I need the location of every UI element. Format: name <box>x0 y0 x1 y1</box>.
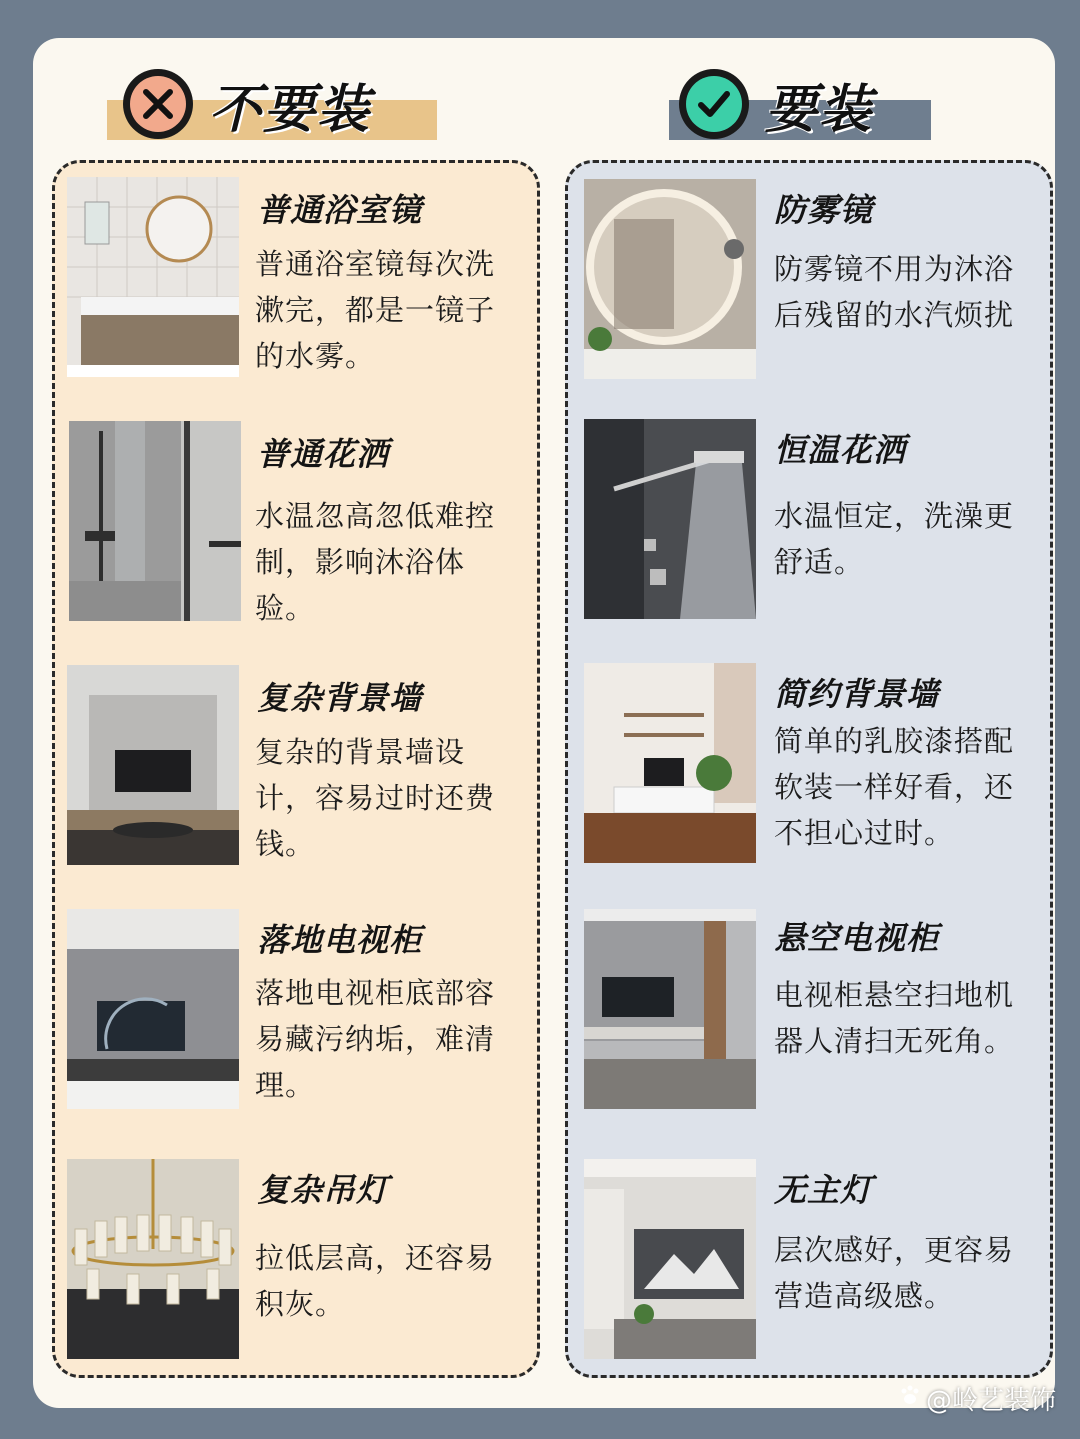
item-title: 无主灯 <box>774 1171 874 1209</box>
check-circle-icon <box>679 69 749 139</box>
item-title: 复杂吊灯 <box>257 1171 390 1209</box>
good-header-title: 要装 <box>765 79 874 140</box>
chandelier-photo <box>67 1159 239 1359</box>
bad-header-title: 不要装 <box>209 79 372 140</box>
bathroom-mirror-photo <box>67 177 239 377</box>
paw-icon <box>898 1383 922 1414</box>
x-circle-icon <box>123 69 193 139</box>
watermark <box>898 1380 1056 1417</box>
item-desc: 层次感好，更容易营造高级感。 <box>774 1233 1015 1313</box>
shower-photo <box>69 421 241 621</box>
item-title: 悬空电视柜 <box>774 919 940 957</box>
item-desc: 落地电视柜底部容易藏污纳垢，难清理。 <box>255 976 496 1102</box>
good-panel <box>565 160 1053 1378</box>
item-title: 防雾镜 <box>774 191 874 229</box>
item-title: 普通浴室镜 <box>257 191 423 229</box>
item-title: 恒温花洒 <box>774 431 907 469</box>
item-desc: 普通浴室镜每次洗漱完，都是一镜子的水雾。 <box>255 247 496 373</box>
item-desc: 简单的乳胶漆搭配软装一样好看，还不担心过时。 <box>774 724 1015 850</box>
item-title: 简约背景墙 <box>774 675 940 713</box>
item-desc: 防雾镜不用为沐浴后残留的水汽烦扰 <box>774 252 1015 332</box>
item-desc: 电视柜悬空扫地机器人清扫无死角。 <box>774 978 1015 1058</box>
watermark-text: @岭艺装饰 <box>925 1386 1056 1416</box>
item-title: 普通花洒 <box>257 435 390 473</box>
thermostatic-shower-photo <box>584 419 756 619</box>
item-desc: 拉低层高，还容易积灰。 <box>255 1241 496 1321</box>
main-card <box>33 38 1055 1408</box>
bad-panel <box>52 160 540 1378</box>
simple-tv-wall-photo <box>584 663 756 863</box>
bad-header <box>123 62 468 146</box>
no-main-light-photo <box>584 1159 756 1359</box>
floating-tv-cabinet-photo <box>584 909 756 1109</box>
antifog-mirror-photo <box>584 179 756 379</box>
item-desc: 复杂的背景墙设计，容易过时还费钱。 <box>255 735 496 861</box>
good-header <box>679 62 939 146</box>
item-title: 落地电视柜 <box>257 921 423 959</box>
item-desc: 水温忽高忽低难控制，影响沐浴体验。 <box>255 499 496 625</box>
floor-tv-cabinet-photo <box>67 909 239 1109</box>
complex-tv-wall-photo <box>67 665 239 865</box>
item-desc: 水温恒定，洗澡更舒适。 <box>774 499 1015 579</box>
item-title: 复杂背景墙 <box>257 679 423 717</box>
